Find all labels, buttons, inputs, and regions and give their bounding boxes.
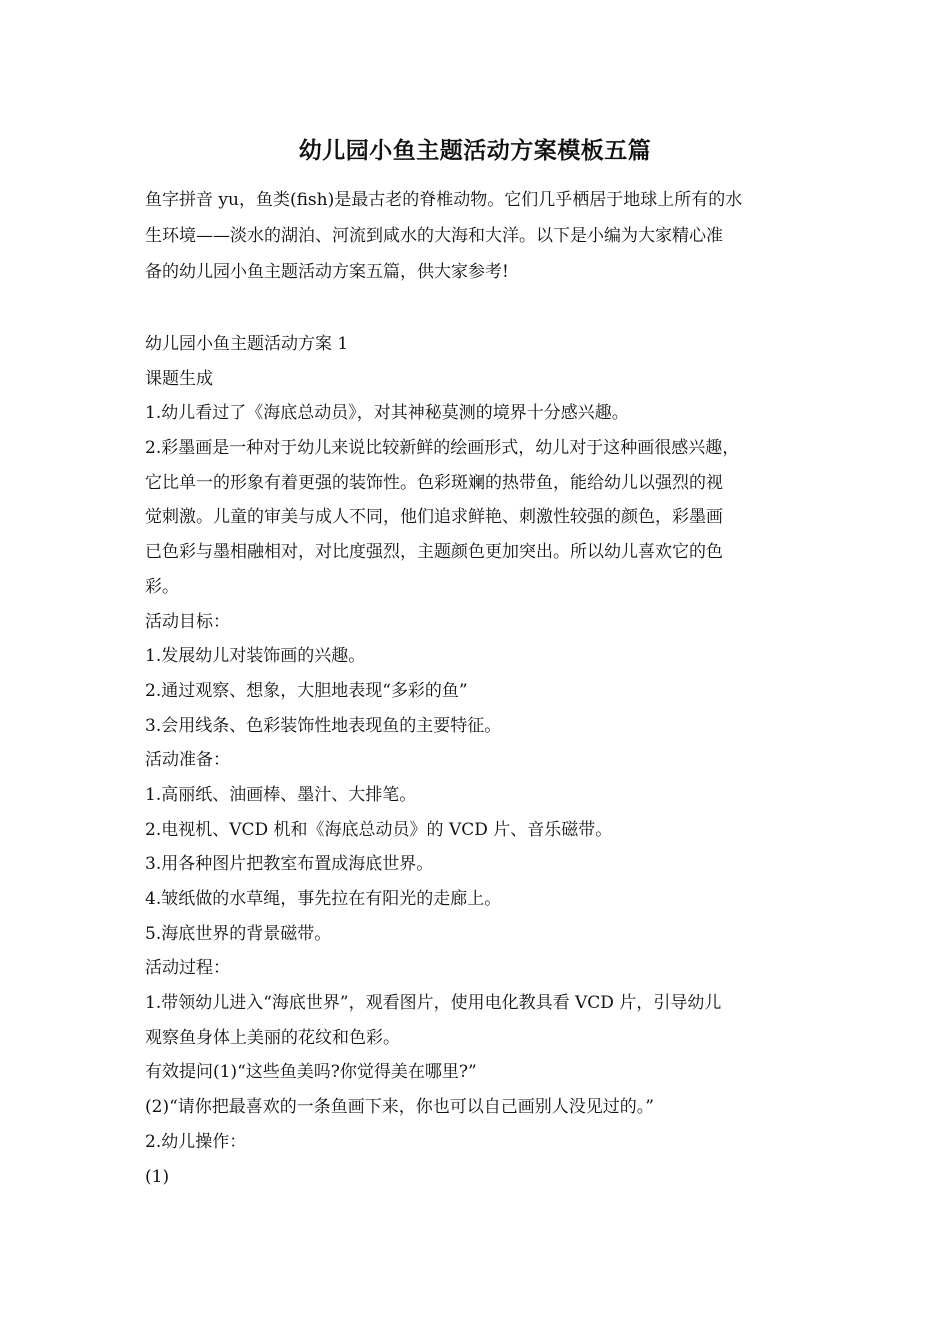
text-line: 有效提问(1)“这些鱼美吗?你觉得美在哪里?”: [145, 1062, 477, 1083]
text-line: (2)“请你把最喜欢的一条鱼画下来，你也可以自己画别人没见过的。”: [145, 1097, 654, 1118]
text-line: 觉刺激。儿童的审美与成人不同，他们追求鲜艳、刺激性较强的颜色，彩墨画: [145, 507, 723, 528]
text-line: 3.用各种图片把教室布置成海底世界。: [145, 854, 434, 875]
intro-line: 生环境——淡水的湖泊、河流到咸水的大海和大洋。以下是小编为大家精心准: [145, 226, 723, 246]
intro-line: 备的幼儿园小鱼主题活动方案五篇，供大家参考!: [145, 262, 509, 282]
text-line: 它比单一的形象有着更强的装饰性。色彩斑斓的热带鱼，能给幼儿以强烈的视: [145, 472, 723, 493]
text-line: 4.皱纸做的水草绳，事先拉在有阳光的走廊上。: [145, 889, 502, 909]
text-line: 已色彩与墨相融相对，对比度强烈，主题颜色更加突出。所以幼儿喜欢它的色: [145, 542, 723, 563]
intro-line: 鱼字拼音 yu，鱼类(fish)是最古老的脊椎动物。它们几乎栖居于地球上所有的水: [145, 190, 743, 210]
text-line: 观察鱼身体上美丽的花纹和色彩。: [145, 1027, 400, 1048]
subheading: 活动准备：: [145, 750, 230, 771]
subheading: 活动过程：: [145, 958, 230, 979]
subheading: 活动目标：: [145, 611, 230, 632]
text-line: 1.幼儿看过了《海底总动员》，对其神秘莫测的境界十分感兴趣。: [145, 403, 629, 424]
text-line: 2.彩墨画是一种对于幼儿来说比较新鲜的绘画形式，幼儿对于这种画很感兴趣，: [145, 438, 740, 459]
intro-paragraph: [145, 182, 815, 290]
document-title: 幼儿园小鱼主题活动方案模板五篇: [298, 138, 652, 164]
text-line: (1): [145, 1166, 170, 1187]
text-line: 1.发展幼儿对装饰画的兴趣。: [145, 646, 366, 667]
text-line: 2.幼儿操作：: [145, 1131, 247, 1152]
text-line: 1.高丽纸、油画棒、墨汁、大排笔。: [145, 784, 417, 805]
text-line: 彩。: [145, 576, 179, 597]
section-heading: 幼儿园小鱼主题活动方案 1: [145, 334, 349, 354]
text-line: 3.会用线条、色彩装饰性地表现鱼的主要特征。: [145, 715, 502, 736]
text-line: 5.海底世界的背景磁带。: [145, 923, 332, 944]
text-line: 2.通过观察、想象，大胆地表现“多彩的鱼”: [145, 680, 468, 701]
subheading: 课题生成: [145, 368, 213, 389]
body-text: [145, 327, 835, 1194]
text-line: 2.电视机、VCD 机和《海底总动员》的 VCD 片、音乐磁带。: [145, 819, 613, 840]
text-line: 1.带领幼儿进入“海底世界”，观看图片，使用电化教具看 VCD 片，引导幼儿: [145, 993, 722, 1014]
